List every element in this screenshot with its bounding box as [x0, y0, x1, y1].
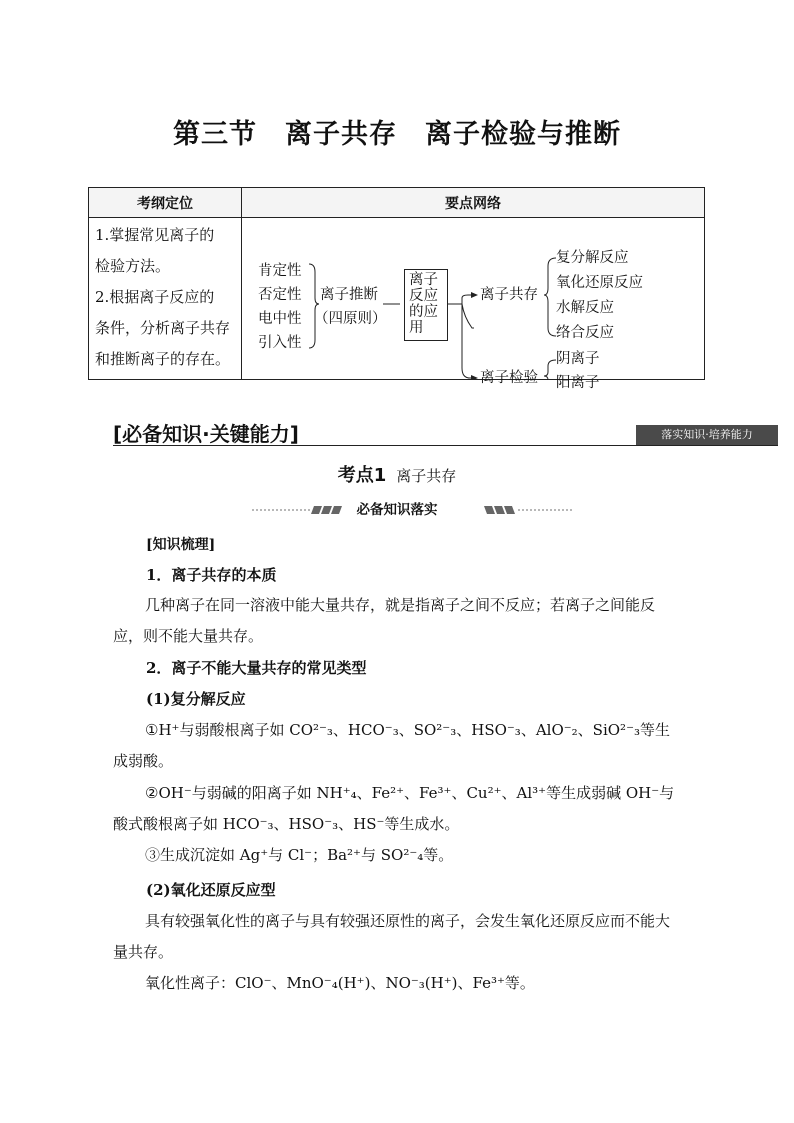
exam-scope-line: 条件，分析离子共存 — [95, 319, 231, 337]
coexistence-branch: 离子共存 — [480, 287, 538, 303]
topic-heading — [0, 461, 794, 487]
topic-name: 离子共存 — [396, 467, 457, 485]
exam-scope-cell — [89, 218, 242, 380]
paragraph-precipitate: ③生成沉淀如 Ag⁺与 Cl⁻；Ba²⁺与 SO²⁻₄等。 — [145, 846, 454, 864]
exam-scope-line: 2.根据离子反应的 — [95, 288, 215, 306]
outline-table — [88, 187, 705, 391]
property-label: 电中性 — [258, 311, 302, 327]
paragraph-oxidizing-ions: 氧化性离子：ClO⁻、MnO⁻₄(H⁺)、NO⁻₃(H⁺)、Fe³⁺等。 — [145, 974, 535, 992]
detection-branch: 离子检验 — [480, 370, 538, 386]
ion-type: 阴离子 — [556, 351, 600, 367]
reaction-type: 氧化还原反应 — [556, 275, 643, 291]
section-rule — [113, 445, 778, 446]
paragraph-oh-minus: ②OH⁻与弱碱的阳离子如 NH⁺₄、Fe²⁺、Fe³⁺、Cu²⁺、Al³⁺等生成弱碱 OH⁻与酸式酸根离子如 HCO⁻₃、HSO⁻₃、HS⁻等生成水。 — [113, 784, 675, 833]
exam-scope-line: 1.掌握常见离子的 — [95, 226, 215, 244]
subheading-redox: (2)氧化还原反应型 — [146, 881, 276, 899]
section-badge: 落实知识·培养能力 — [636, 425, 778, 445]
four-principles-label: （四原则） — [314, 311, 387, 327]
property-label: 引入性 — [258, 335, 302, 351]
exam-scope-line: 检验方法。 — [95, 257, 171, 275]
topic-number: 考点1 — [337, 465, 387, 486]
property-label: 否定性 — [258, 287, 302, 303]
mind-map-connectors — [242, 218, 704, 380]
paragraph-essence: 几种离子在同一溶液中能大量共存，就是指离子之间不反应；若离子之间能反应，则不能大量共存。 — [113, 596, 656, 645]
reaction-type: 复分解反应 — [556, 250, 629, 266]
ion-type: 阳离子 — [556, 375, 600, 391]
exam-scope-text — [89, 218, 241, 375]
divider-label: 必备知识落实 — [356, 502, 438, 518]
paragraph-redox: 具有较强氧化性的离子与具有较强还原性的离子，会发生氧化还原反应而不能大量共存。 — [113, 912, 671, 961]
exam-scope-line: 和推断离子的存在。 — [95, 350, 231, 368]
knowledge-tag: [知识梳理] — [146, 537, 216, 553]
ion-reaction-box — [404, 269, 448, 341]
reaction-type: 水解反应 — [556, 300, 614, 316]
mind-map — [242, 218, 704, 391]
heading-1: 1．离子共存的本质 — [146, 566, 277, 584]
box-line: 的应 — [409, 304, 438, 320]
box-line: 反应 — [409, 288, 438, 304]
col-header-key-network: 要点网络 — [242, 188, 705, 218]
key-network-cell — [242, 218, 705, 391]
box-line: 用 — [409, 320, 424, 336]
ion-inference-label: 离子推断 — [320, 287, 378, 303]
section-header: [必备知识·关键能力] — [113, 422, 299, 446]
col-header-exam-scope: 考纲定位 — [89, 188, 242, 218]
box-line: 离子 — [409, 272, 438, 288]
paragraph-h-plus: ①H⁺与弱酸根离子如 CO²⁻₃、HCO⁻₃、SO²⁻₃、HSO⁻₃、AlO⁻₂、SiO²⁻₃等生成弱酸。 — [113, 721, 670, 770]
page-title: 第三节 离子共存 离子检验与推断 — [173, 119, 621, 150]
heading-2: 2．离子不能大量共存的常见类型 — [146, 659, 367, 677]
subheading-double-decomposition: (1)复分解反应 — [146, 690, 246, 708]
property-label: 肯定性 — [258, 263, 302, 279]
reaction-type: 络合反应 — [556, 325, 614, 341]
